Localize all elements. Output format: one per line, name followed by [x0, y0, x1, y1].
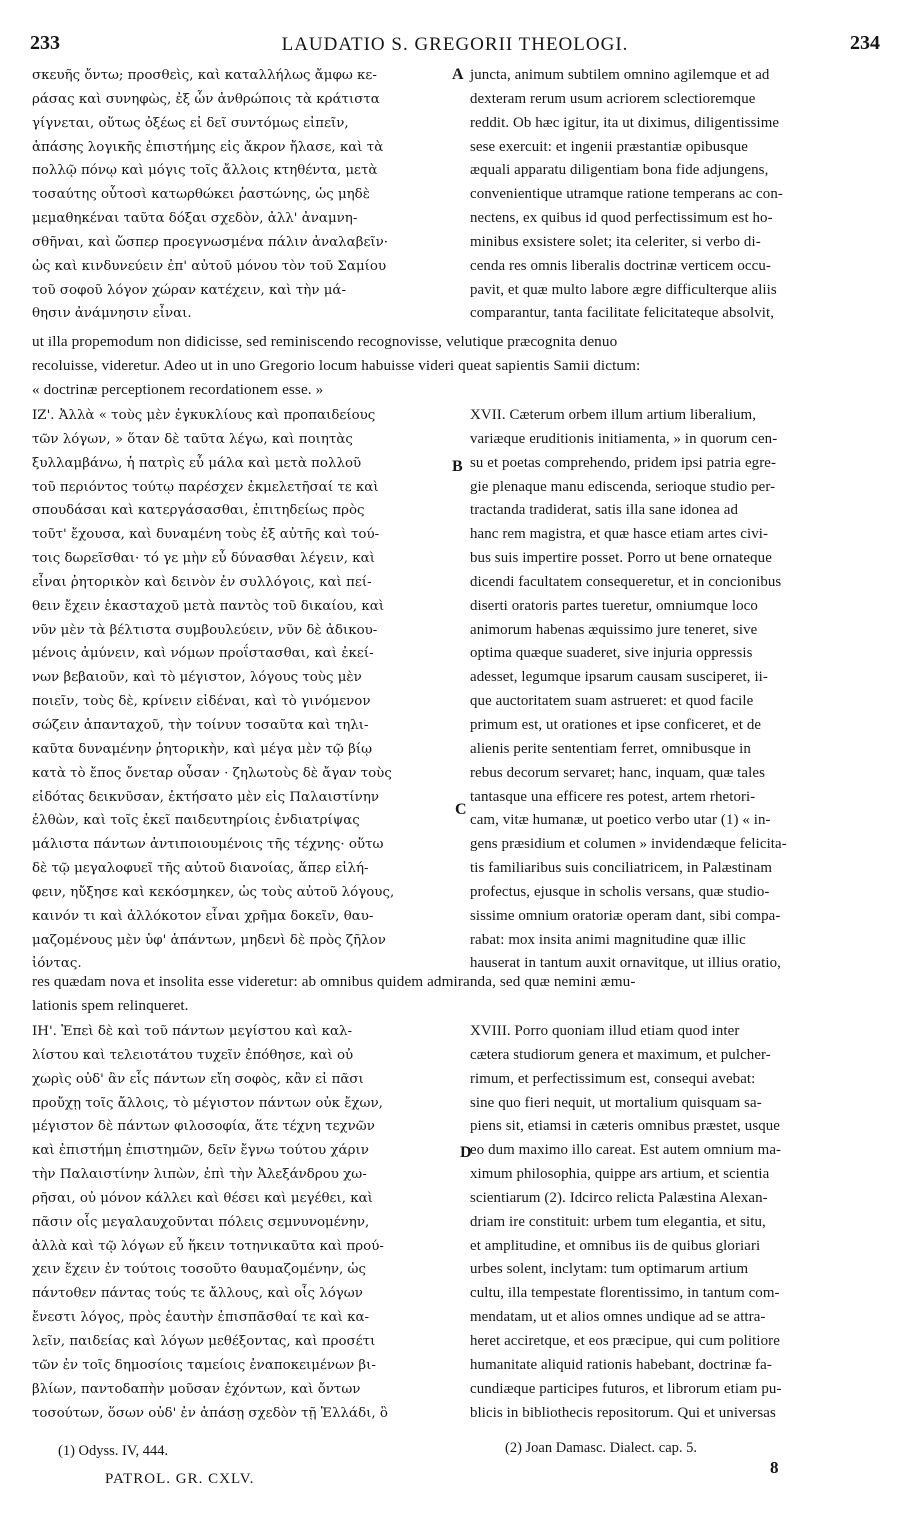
footnote-1: (1) Odyss. IV, 444. — [58, 1443, 169, 1459]
latin-text: XVIII. Porro quoniam illud etiam quod inter cætera studiorum genera et maximum, et pulcher- rimum, et perfectissimum est, consequi avebat: sine quo fieri nequit, ut mortalium quisquam sa- piens sit, etiamsi in cæteris omnibus præstet, usque eo dum maximo illo careat. Est autem omnium ma- ximum philosophia, quippe ars artium, et scientia scientiarum (2). Idcirco relicta Palæstina Alexan- driam ire constituit: urbem tum elegantia, et situ, et amplitudine, et omnibus iis de quibus gloriari urbes solent, inclytam: tum optimarum artium cultu, illa tempestate florentissimo, in tantum com- mendatam, ut et alios omnes undique ad se attra- heret acciretque, et eos præcipue, qui cum politiore humanitate aliquid rationis habebant, doctrinæ fa- cundiæque participes futuros, et librorum etiam pu- blicis in bibliothecis repositorum. Qui et universas — [470, 1023, 782, 1421]
full-width-latin-1 — [32, 330, 880, 404]
greek-column-section-1 — [32, 64, 450, 330]
margin-letter-a: A — [452, 66, 464, 83]
margin-letter-d: D — [460, 1144, 472, 1161]
running-header — [30, 32, 880, 62]
signature-line: PATROL. GR. CXLV. — [105, 1471, 255, 1487]
page-number-right: 234 — [850, 32, 880, 54]
latin-text: juncta, animum subtilem omnino agilemque et ad dexteram rerum usum acriorem sclectioremque reddit. Ob hæc igitur, ita ut diximus, diligentissime sese exercuit: et ingenii præstantiæ opibusque æquali apparatu diligentiam bona fide adjungens, convenientique utramque ratione temperans ac con- nectens, ex quibus id quod perfectissimum est ho- minibus exsistere solet; ita celeriter, si verbo di- cenda res omnis liberalis doctrinæ verticem occu- pavit, et quæ multo labore ægre difficulterque aliis comparantur, tanta facilitate felicitateque absolvit, — [470, 67, 783, 322]
latin-column-section-1 — [470, 64, 880, 330]
running-title: LAUDATIO S. GREGORII THEOLOGI. — [281, 34, 629, 55]
latin-text: ut illa propemodum non didicisse, sed reminiscendo recognovisse, velutique præcognita denuo recoluisse, videretur. Adeo ut in uno Gregorio locum habuisse videri queat sapientis Samii dictum: « doctrinæ perceptionem recordationem esse. » — [32, 333, 641, 398]
greek-column-section-17 — [32, 404, 450, 974]
latin-text: res quædam nova et insolita esse videretur: ab omnibus quidem admiranda, sed quæ nemini æmu- lationis spem relinqueret. — [32, 973, 636, 1014]
footnote-2: (2) Joan Damasc. Dialect. cap. 5. — [505, 1440, 698, 1456]
latin-text: XVII. Cæterum orbem illum artium liberalium, variæque eruditionis initiamenta, » in quorum cen- su et poetas comprehendo, pridem ipsi patria egre- gie plenaque manu ediscenda, serioque studio per- tractanda tradiderat, satis illa sane idonea ad hanc rem magistra, et quæ hasce etiam artes civi- bus suis impertire posset. Porro ut bene ornateque dicendi facultatem consequeretur, et in concionibus diserti oratoris partes tueretur, omniumque loco animorum habenas æquissimo jure teneret, sive optima quæque suaderet, sive injuria oppressis adesset, legumque ipsarum causam susciperet, ii- que auctoritatem suam astrueret: et quod facile primum est, ut orationes et ipse conficeret, et de alienis perite sententiam ferret, omnibusque in rebus decorum servaret; hanc, inquam, quæ tales tantasque una efficere res potest, artem rhetori- cam, vitæ humanæ, ut poetico verbo utar (1) « in- gens præsidium et columen » invidendæque felicita- tis familiaribus suis conciliatricem, in Palæstinam profectus, ejusque in scholis versans, quæ studio- sissime omnium oratoriæ operam dant, sibi compa- rabat: mox insita animi magnitudine quæ illic hauserat in tantum auxit ornavitque, ut illius oratio, — [470, 407, 787, 972]
latin-column-section-18 — [470, 1020, 880, 1432]
greek-text: ΙΗ'. Ἐπεὶ δὲ καὶ τοῦ πάντων μεγίστου καὶ καλ- λίστου καὶ τελειοτάτου τυχεῖν ἐπόθησε, καὶ οὐ χωρὶς οὐδ' ἂν εἷς πάντων εἴη σοφὸς, κἂν εἰ πᾶσι προὔχῃ τοῖς ἄλλοις, τὸ μέγιστον πάντων οὐκ ἔχων, μέγιστον δὲ πάντων φιλοσοφία, ἅτε τέχνη τεχνῶν καὶ ἐπιστήμη ἐπιστημῶν, δεῖν ἔγνω τούτου χάριν τὴν Παλαιστίνην λιπὼν, ἐπὶ τὴν Ἀλεξάνδρου χω- ρῆσαι, οὐ μόνον κάλλει καὶ θέσει καὶ μεγέθει, καὶ πᾶσιν οἷς μεγαλαυχοῦνται πόλεις σεμνυνομένην, ἀλλὰ καὶ τῷ λόγων εὖ ἥκειν τοτηνικαῦτα καὶ πρού- χειν ἔχειν ἐν τούτοις τοσοῦτο θαυμαζομένην, ὡς πάντοθεν πάντας τούς τε ἄλλους, καὶ οἷς λόγων ἔνεστι λόγος, πρὸς ἑαυτὴν ἐπισπᾶσθαί τε καὶ κα- λεῖν, παιδείας καὶ λόγων μεθέξοντας, καὶ προσέτι τῶν ἐν τοῖς δημοσίοις ταμείοις ἐναποκειμένων βι- βλίων, παντοδαπὴν μοῦσαν ἐχόντων, καὶ ὄντων τοσούτων, ὅσων οὐδ' ἐν ἁπάσῃ σχεδὸν τῇ Ἑλλάδι, ὃ — [32, 1024, 388, 1421]
latin-column-section-17 — [470, 404, 880, 972]
greek-text: ΙΖ'. Ἀλλὰ « τοὺς μὲν ἐγκυκλίους καὶ προπαιδείους τῶν λόγων, » ὅταν δὲ ταῦτα λέγω, καὶ ποιητὰς ξυλλαμβάνω, ἡ πατρὶς εὖ μάλα καὶ μετὰ πολλοῦ τοῦ περιόντος τούτῳ παρέσχεν ἐκμελετῆσαί τε καὶ σπουδάσαι καὶ κατεργάσασθαι, ἐπιτηδείως πρὸς τοῦτ' ἔχουσα, καὶ δυναμένη τοὺς ἐξ αὐτῆς καὶ τού- τοις δωρεῖσθαι· τό γε μὴν εὖ δύνασθαι λέγειν, καὶ εἶναι ῥητορικὸν καὶ δεινὸν ἐν συλλόγοις, καὶ πεί- θειν ἔχειν ἑκασταχοῦ μετὰ παντὸς τοῦ δικαίου, καὶ νῦν μὲν τὰ βέλτιστα συμβουλεύειν, νῦν δὲ ἀδικου- μένοις ἀμύνειν, καὶ νόμων προΐστασθαι, καὶ ἐκεί- νων βεβαιοῦν, καὶ τὸ μέγιστον, λόγους τοὺς μὲν ποιεῖν, τοὺς δὲ, κρίνειν εἰδέναι, καὶ τὸ γινόμενον σώζειν ἁπανταχοῦ, τὴν τοίνυν τοσαῦτα καὶ τηλι- καῦτα δυναμένην ῥητορικὴν, καὶ μέγα μὲν τῷ βίῳ κατὰ τὸ ἔπος ὄνεταρ οὖσαν · ζηλωτοὺς δὲ ἄγαν τοὺς εἰδότας δεικνῦσαν, ἐκτήσατο μὲν εἰς Παλαιστίνην ἐλθὼν, καὶ τοῖς ἐκεῖ παιδευτηρίοις ἐνδιατρίψας μάλιστα πάντων ἀντιποιουμένοις τῆς τέχνης· οὕτω δὲ τῷ μεγαλοφυεῖ τῆς αὐτοῦ διανοίας, ἅπερ εἰλή- φειν, ηὔξησε καὶ κεκόσμηκεν, ὡς τοὺς αὐτοῦ λόγους, καινόν τι καὶ ἀλλόκοτον εἶναι χρῆμα δοκεῖν, θαυ- μαζομένους μὲν ὑφ' ἁπάντων, μηδενὶ δὲ πρὸς ζῆλον ἰόντας. — [32, 408, 395, 972]
greek-column-section-18 — [32, 1020, 450, 1432]
page-number-left: 233 — [30, 32, 60, 54]
full-width-latin-2 — [32, 970, 880, 1020]
margin-letter-c: C — [455, 801, 467, 818]
signature-number: 8 — [770, 1458, 779, 1477]
margin-letter-b: B — [452, 458, 463, 475]
greek-text: σκευῆς ὄντω; προσθεὶς, καὶ καταλλήλως ἄμφω κε- ράσας καὶ συνηφὼς, ἐξ ὧν ἀνθρώποις τὰ κράτιστα γίγνεται, οὕτως ὀξέως εἰ δεῖ συντόμως εἰπεῖν, ἁπάσης λογικῆς ἐπιστήμης εἰς ἄκρον ἤλασε, καὶ τὰ πολλῷ πόνῳ καὶ μόγις τοῖς ἄλλοις κτηθέντα, μετὰ τοσαύτης οὗτοσὶ κατωρθώκει ῥαστώνης, ὡς μηδὲ μεμαθηκέναι ταῦτα δόξαι σχεδὸν, ἀλλ' ἀναμνη- σθῆναι, καὶ ὥσπερ προεγνωσμένα πάλιν ἀναλαβεῖν· ὡς καὶ κινδυνεύειν ἐπ' αὐτοῦ μόνου τὸν τοῦ Σαμίου τοῦ σοφοῦ λόγον χώραν κατέχειν, καὶ τὴν μά- θησιν ἀνάμνησιν εἶναι. — [32, 68, 389, 322]
